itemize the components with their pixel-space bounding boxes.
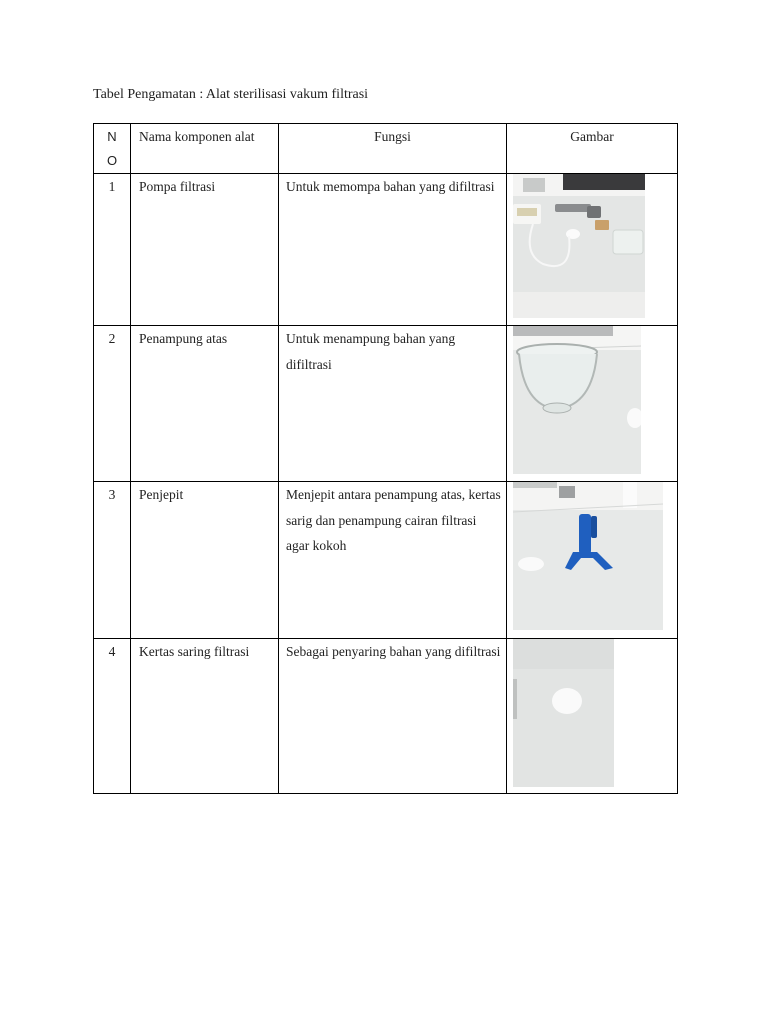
- header-no-line2: O: [106, 153, 118, 168]
- header-no-line1: N: [107, 129, 117, 144]
- header-image: Gambar: [507, 124, 678, 174]
- row-number: 1: [108, 179, 116, 194]
- component-function: Menjepit antara penampung atas, kertas sarig dan penampung cairan filtrasi agar kokoh: [286, 487, 501, 553]
- row-number: 4: [108, 644, 116, 659]
- blue-clamp-photo: [513, 482, 663, 630]
- table-row: [94, 482, 678, 639]
- component-function: Untuk menampung bahan yang difiltrasi: [286, 331, 456, 372]
- component-name: Pompa filtrasi: [139, 179, 216, 194]
- component-name: Penampung atas: [139, 331, 228, 346]
- row-number: 3: [108, 487, 116, 502]
- page-title: Tabel Pengamatan : Alat sterilisasi vakum filtrasi: [93, 87, 369, 102]
- header-no: [94, 124, 131, 174]
- row-number: 2: [108, 331, 116, 346]
- table-row: [94, 639, 678, 794]
- component-function: Sebagai penyaring bahan yang difiltrasi: [286, 644, 501, 659]
- header-name: Nama komponen alat: [131, 124, 279, 174]
- table-row: [94, 326, 678, 482]
- component-name: Penjepit: [139, 487, 184, 502]
- vacuum-pump-photo: [513, 174, 645, 318]
- component-function: Untuk memompa bahan yang difiltrasi: [286, 179, 495, 194]
- table-header-row: [94, 124, 678, 174]
- table-row: [94, 174, 678, 326]
- observation-table: [93, 123, 678, 794]
- glass-funnel-photo: [513, 326, 641, 474]
- header-function: Fungsi: [279, 124, 507, 174]
- component-name: Kertas saring filtrasi: [139, 644, 250, 659]
- filter-paper-photo: [513, 639, 614, 787]
